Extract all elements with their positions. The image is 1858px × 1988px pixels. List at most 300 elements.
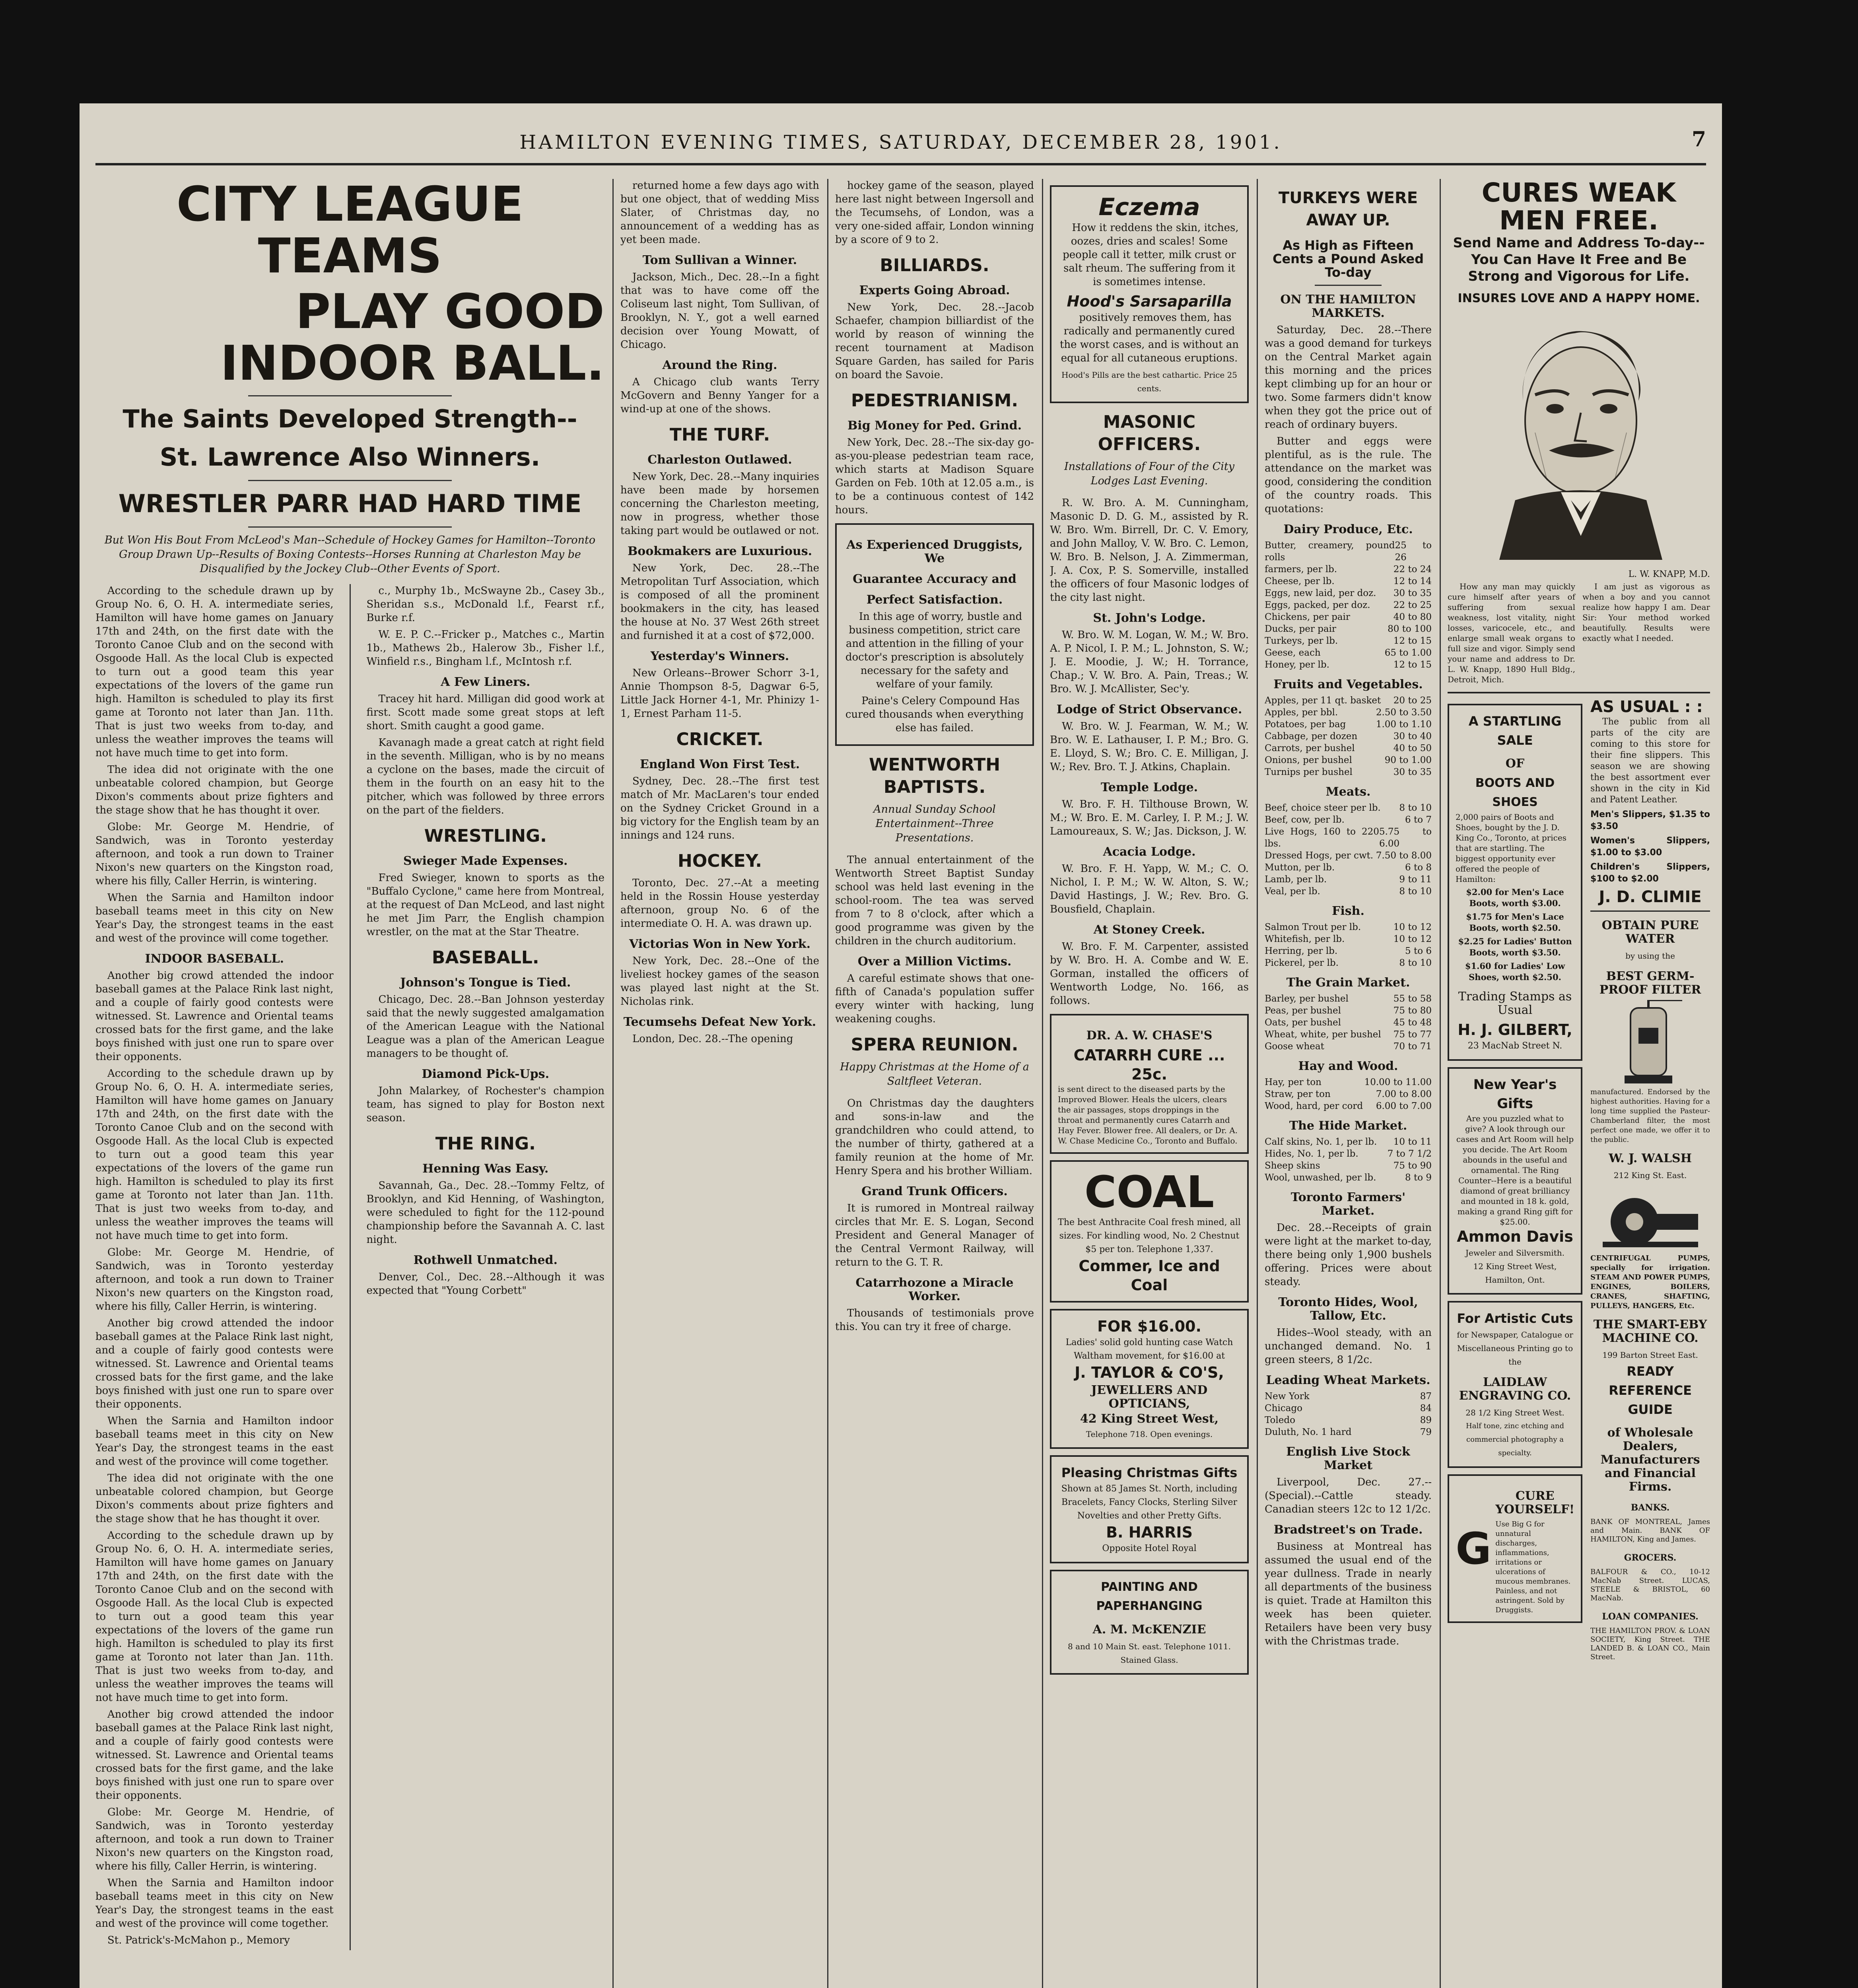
wheat-price-table [1265, 1390, 1432, 1438]
subheading: England Won First Test. [639, 757, 800, 771]
price-row [1265, 730, 1432, 742]
list-item: Men's Slippers, $1.35 to $3.50 [1590, 810, 1710, 831]
subheading: Victorias Won in New York. [629, 937, 811, 951]
ad-line: A STARTLING SALE [1468, 714, 1562, 748]
price-value: 84 [1420, 1403, 1432, 1413]
column-6 [1265, 179, 1432, 1988]
paragraph: In this age of worry, bustle and business competition, strict care and attention in the filling of your doctor's prescription is absolutely necessary for the safety and welfare of your family. [845, 611, 1024, 690]
price-row [1265, 850, 1432, 862]
price-item: Beef, choice steer per lb. [1265, 803, 1381, 813]
price-value: 40 to 80 [1393, 612, 1432, 622]
price-item: Oats, per bushel [1265, 1017, 1341, 1028]
paragraph: According to the schedule drawn up by Group No. 6, O. H. A. intermediate series, Hamilton will have home games on January 17th and 24th, on the first date with the Toronto Canoe Club and on the second with Osgoode Hall. As the local Club is expected to turn out a good team this year expectations of the lovers of the game run high. Hamilton is scheduled to play its first game at Toronto not later than Jan. 11th. That is just two weeks from to-day, and unless the weather improves the teams will not have much time to get into form. [95, 585, 334, 759]
paragraph: returned home a few days ago with but one object, that of wedding Miss Slater, of Christmas day, no announcement of a wedding has as yet been made. [620, 180, 819, 246]
subheading: Temple Lodge. [1100, 780, 1198, 794]
price-value: 12 to 14 [1393, 576, 1432, 586]
divider [1315, 285, 1382, 286]
divider [1590, 911, 1710, 912]
list-item: $1.75 for Men's Lace Boots, worth $2.50. [1466, 912, 1564, 933]
hide-price-table [1265, 1136, 1432, 1184]
paragraph: According to the schedule drawn up by Group No. 6, O. H. A. intermediate series, Hamilton will have home games on January 17th and 24th, on the first date with the Toronto Canoe Club and on the second with Osgoode Hall. As the local Club is expected to turn out a good team this year expectations of the lovers of the game run high. Hamilton is scheduled to play its first game at Toronto not later than Jan. 11th. That is just two weeks from to-day, and unless the weather improves the teams will not have much time to get into form. [95, 1068, 334, 1242]
subheading: Diamond Pick-Ups. [422, 1067, 550, 1081]
price-item: Live Hogs, 160 to 220 lbs. [1265, 827, 1379, 849]
knapp-insures: INSURES LOVE AND A HAPPY HOME. [1458, 291, 1700, 305]
price-row [1265, 766, 1432, 778]
ad-line: BEST GERM-PROOF FILTER [1599, 969, 1701, 997]
subheading: Johnson's Tongue is Tied. [400, 976, 571, 990]
section-heading: HOCKEY. [678, 851, 762, 871]
price-item: Apples, per 11 qt. basket [1265, 695, 1381, 706]
section-heading: THE RING. [435, 1134, 536, 1154]
ad-line: Pleasing Christmas Gifts [1061, 1465, 1238, 1480]
paragraph: Hides--Wool steady, with an unchanged demand. No. 1 green steers, 8 1/2c. [1265, 1327, 1432, 1366]
price-row [1265, 1100, 1432, 1112]
list-item: $1.60 for Ladies' Low Shoes, worth $2.50. [1465, 961, 1565, 982]
subheading: Around the Ring. [662, 358, 777, 372]
price-value: 9 to 11 [1399, 874, 1432, 885]
price-row [1265, 695, 1432, 707]
price-value: 30 to 35 [1393, 767, 1432, 777]
ad-line: 12 King Street West, Hamilton, Ont. [1473, 1262, 1557, 1285]
price-row [1265, 659, 1432, 671]
paragraph: When the Sarnia and Hamilton indoor baseball teams meet in this city on New Year's Day, the strongest teams in the east and west of the province will come together. [95, 1415, 334, 1468]
price-value: 5.75 to 6.00 [1379, 827, 1432, 849]
ad-line: Perfect Satisfaction. [866, 593, 1003, 607]
subheading: Experts Going Abroad. [859, 283, 1010, 297]
subheading: Lodge of Strict Observance. [1056, 703, 1242, 716]
ad-line: DR. A. W. CHASE'S [1086, 1029, 1213, 1043]
price-value: 12 to 15 [1393, 660, 1432, 670]
price-item: Eggs, packed, per doz. [1265, 600, 1370, 610]
table-heading: Leading Wheat Markets. [1266, 1373, 1430, 1387]
subheading: Rothwell Unmatched. [413, 1253, 558, 1267]
grain-price-table [1265, 993, 1432, 1052]
price-row [1265, 921, 1432, 933]
lead-subhead-1: The Saints Developed Strength-- [122, 404, 577, 433]
price-value: 55 to 58 [1393, 994, 1432, 1004]
ad-line: J. D. CLIMIE [1599, 888, 1702, 906]
ad-line: W. J. WALSH [1609, 1151, 1692, 1165]
ad-line: New Year's Gifts [1473, 1077, 1557, 1112]
ad-line: For Artistic Cuts [1457, 1311, 1573, 1326]
ready-reference-title: READY REFERENCE GUIDE [1609, 1364, 1692, 1417]
paragraph: Paine's Celery Compound Has cured thousands when everything else has failed. [845, 695, 1024, 734]
subheading: Over a Million Victims. [857, 955, 1012, 969]
price-value: 2.50 to 3.50 [1376, 707, 1432, 718]
column-5 [1050, 179, 1249, 1988]
paragraph: Tracey hit hard. Milligan did good work at first. Scott made some great stops at left short. Smith caught a good game. [366, 693, 604, 732]
ad-body: The best Anthracite Coal fresh mined, all sizes. For kindling wood, No. 2 Chestnut $5 per ton. Telephone 1,337. [1058, 1217, 1241, 1254]
price-row [1265, 1088, 1432, 1100]
table-heading: The Hide Market. [1289, 1119, 1407, 1133]
meat-price-table [1265, 802, 1432, 897]
price-item: Straw, per ton [1265, 1089, 1331, 1099]
list-item: Children's Slippers, $100 to $2.00 [1590, 862, 1710, 884]
price-row [1265, 1160, 1432, 1172]
paragraph: Thousands of testimonials prove this. You can try it free of charge. [835, 1307, 1034, 1333]
price-row [1265, 1029, 1432, 1041]
ad-line: GROCERS. [1624, 1553, 1677, 1563]
harris-ad [1050, 1455, 1249, 1563]
price-value: 10.00 to 11.00 [1364, 1077, 1432, 1087]
price-row [1265, 563, 1432, 575]
price-item: Wood, hard, per cord [1265, 1101, 1363, 1111]
ad-body: Use Big G for unnatural discharges, inflammations, irritations or ulcerations of mucous membranes. Painless, and not astringent. Sold by Druggists. [1495, 1520, 1571, 1614]
price-item: Geese, each [1265, 648, 1321, 658]
paragraph: Liverpool, Dec. 27.--(Special).--Cattle steady. Canadian steers 12c to 12 1/2c. [1265, 1476, 1432, 1515]
price-value: 75 to 77 [1393, 1029, 1432, 1040]
subheading: English Live Stock Market [1286, 1445, 1410, 1472]
subheading: Swieger Made Expenses. [403, 854, 568, 868]
ad-line: Ammon Davis [1457, 1228, 1573, 1245]
price-value: 10 to 12 [1393, 934, 1432, 944]
column-rule [1257, 179, 1258, 1988]
lead-deck: But Won His Bout From McLeod's Man--Schedule of Hockey Games for Hamilton--Toronto Group Drawn Up--Results of Boxing Contests--Horses Running at Charleston May be Disqualified by the Jockey Club--Other Events of Sport. [104, 534, 596, 575]
price-row [1265, 647, 1432, 659]
price-row [1265, 1136, 1432, 1148]
paragraph: W. Bro. F. H. Yapp, W. M.; C. O. Nichol, I. P. M.; W. W. Alton, S. W.; David Hastings, J. W.; Rev. Bro. G. Bousfield, Chaplain. [1050, 863, 1249, 915]
sale-item-list [1456, 887, 1574, 983]
price-value: 8 to 9 [1405, 1173, 1432, 1183]
price-row [1265, 1426, 1432, 1438]
section-heading: WENTWORTH BAPTISTS. [869, 755, 1001, 797]
ad-line: 8 and 10 Main St. east. Telephone 1011. Stained Glass. [1067, 1642, 1231, 1665]
price-value: 7.50 to 8.00 [1376, 850, 1432, 861]
price-row [1265, 1402, 1432, 1414]
paragraph: Savannah, Ga., Dec. 28.--Tommy Feltz, of Brooklyn, and Kid Henning, of Washington, were scheduled to fight for the 112-pound championship before the Savannah A. C. last night. [366, 1180, 604, 1246]
section-heading: BASEBALL. [431, 947, 539, 968]
price-row [1265, 814, 1432, 826]
price-item: Pickerel, per lb. [1265, 958, 1339, 968]
paragraph: Globe: Mr. George M. Hendrie, of Sandwich, was in Toronto yesterday afternoon, and took a run down to Trainer Nixon's new quarters on the Kingston road, where his filly, Caller Herrin, is wintering. [95, 1806, 334, 1872]
hoods-title: Hood's Sarsaparilla [1067, 293, 1232, 310]
ad-line: 23 MacNab Street N. [1467, 1041, 1563, 1051]
price-item: Sheep skins [1265, 1161, 1320, 1171]
subheading: Grand Trunk Officers. [861, 1184, 1008, 1198]
ad-body: BALFOUR & CO., 10-12 MacNab Street. LUCAS, STEELE & BRISTOL, 60 MacNab. [1590, 1568, 1710, 1602]
paragraph: The public from all parts of the city are coming to this store for their fine slippers. This season we are showing the best assortment ever shown in the city in Kid and Patent Leather. [1590, 717, 1710, 805]
ad-body: is sent direct to the diseased parts by the Improved Blower. Heals the ulcers, clears the air passages, stops droppings in the throat and permanently cures Catarrh and Hay Fever. Blower free. All dealers, or Dr. A. W. Chase Medicine Co., Toronto and Buffalo. [1058, 1084, 1238, 1145]
section-heading: CRICKET. [676, 729, 764, 749]
paragraph: On Christmas day the daughters and sons-in-law and the grandchildren who could attend, to the number of thirty, gathered at a family reunion at the home of Mr. Henry Spera and his brother William. [835, 1097, 1034, 1177]
subheading: Bookmakers are Luxurious. [627, 544, 812, 558]
coal-firm: Commer, Ice and Coal [1079, 1257, 1220, 1294]
price-value: 25 to 26 [1395, 540, 1432, 563]
table-heading: Dairy Produce, Etc. [1283, 522, 1413, 536]
markets-subhead-2: ON THE HAMILTON MARKETS. [1280, 293, 1416, 320]
price-item: Potatoes, per bag [1265, 719, 1346, 730]
ad-line: J. TAYLOR & CO'S, [1075, 1364, 1224, 1381]
price-row [1265, 611, 1432, 623]
table-heading: Fish. [1332, 904, 1364, 918]
ad-body: Shown at 85 James St. North, including Bracelets, Fancy Clocks, Sterling Silver Novelties and other Pretty Gifts. [1061, 1484, 1238, 1521]
paragraph: How it reddens the skin, itches, oozes, dries and scales! Some people call it tetter, milk crust or salt rheum. The suffering from it is sometimes intense. [1063, 222, 1239, 288]
price-item: Chickens, per pair [1265, 612, 1350, 622]
subheading: Tom Sullivan a Winner. [642, 253, 797, 267]
section-heading: MASONIC OFFICERS. [1098, 412, 1201, 454]
price-value: 22 to 24 [1393, 564, 1432, 575]
water-filter-illustration [1591, 1000, 1710, 1087]
paragraph: Globe: Mr. George M. Hendrie, of Sandwich, was in Toronto yesterday afternoon, and took a run down to Trainer Nixon's new quarters on the Kingston road, where his filly, Caller Herrin, is wintering. [95, 1246, 334, 1312]
paragraph: New York, Dec. 28.--The six-day go-as-you-please pedestrian team race, which starts at Madison Square Garden on Feb. 10th at 12.05 a.m., is to be a continuous contest of 142 hours. [835, 437, 1034, 516]
ad-line: CATARRH CURE ... 25c. [1073, 1046, 1225, 1083]
price-row [1265, 1076, 1432, 1088]
price-value: 8 to 10 [1399, 886, 1432, 897]
ad-line: JEWELLERS AND OPTICIANS, [1091, 1383, 1208, 1411]
ad-line: OBTAIN PURE WATER [1601, 918, 1699, 946]
newspaper-page [80, 103, 1722, 1988]
price-item: Goose wheat [1265, 1041, 1324, 1052]
price-value: 10 to 12 [1393, 922, 1432, 932]
dairy-price-table [1265, 540, 1432, 671]
boot-sale-ad [1448, 704, 1582, 1061]
subheading: Big Money for Ped. Grind. [847, 419, 1022, 433]
column-rule [612, 179, 614, 1988]
price-value: 6 to 7 [1405, 815, 1432, 825]
paragraph: New York, Dec. 28.--Jacob Schaefer, champion billiardist of the world by reason of winning the recent tournament at Madison Square Garden, has sailed for Paris on board the Savoie. [835, 301, 1034, 381]
price-value: 87 [1420, 1391, 1432, 1402]
paragraph: When the Sarnia and Hamilton indoor baseball teams meet in this city on New Year's Day, the strongest teams in the east and west of the province will come together. [95, 892, 334, 944]
price-item: New York [1265, 1391, 1310, 1402]
divider [248, 526, 452, 528]
ad-line: A. M. McKENZIE [1092, 1623, 1206, 1637]
divider [1448, 692, 1710, 693]
price-item: Whitefish, per lb. [1265, 934, 1345, 944]
subheading: Henning Was Easy. [422, 1162, 549, 1176]
price-item: Wheat, white, per bushel [1265, 1029, 1381, 1040]
price-row [1265, 587, 1432, 599]
price-item: Duluth, No. 1 hard [1265, 1427, 1352, 1437]
ad-line: 212 King St. East. [1613, 1171, 1687, 1180]
paragraph: Chicago, Dec. 28.--Ban Johnson yesterday said that the newly suggested amalgamation of the American League with the National League was a plan of the American League managers to be thought of. [366, 994, 604, 1060]
masthead: HAMILTON EVENING TIMES, SATURDAY, DECEMBER 28, 1901. [519, 131, 1282, 153]
price-row [1265, 862, 1432, 874]
price-item: Apples, per bbl. [1265, 707, 1338, 718]
price-value: 75 to 90 [1393, 1161, 1432, 1171]
price-value: 75 to 80 [1393, 1006, 1432, 1016]
davis-ad [1448, 1067, 1582, 1295]
ad-line: BANKS. [1631, 1503, 1670, 1513]
hoods-ad [1050, 185, 1249, 403]
paragraph: W. E. P. C.--Fricker p., Matches c., Martin 1b., Mathews 2b., Halerow 3b., Fisher l.f., Winfield r.s., Bingham l.f., McIntosh r.f. [366, 629, 604, 668]
ad-line: PAINTING AND PAPERHANGING [1096, 1580, 1203, 1613]
paragraph: London, Dec. 28.--The opening [632, 1033, 793, 1045]
price-item: Beef, cow, per lb. [1265, 815, 1345, 825]
subheading: Bradstreet's on Trade. [1273, 1523, 1423, 1537]
paragraph: Dec. 28.--Receipts of grain were light at the market to-day, there being only 1,900 bushels offering. Prices were about steady. [1265, 1222, 1432, 1288]
column-4 [835, 179, 1034, 1988]
ad-line: OF [1505, 757, 1525, 771]
paragraph: Another big crowd attended the indoor baseball games at the Palace Rink last night, and a couple of fairly good contests were witnessed. St. Lawrence and Oriental teams crossed bats for the first game, and the lake boys finished with just one run to spare over their opponents. [95, 1317, 334, 1410]
paragraph: How any man may quickly cure himself after years of suffering from sexual weakness, lost vitality, night losses, varicocele, etc., and enlarge small weak organs to full size and vigor. Simply send your name and address to Dr. L. W. Knapp, 1890 Hull Bldg., Detroit, Mich. [1448, 582, 1575, 684]
ad-body: Are you puzzled what to give? A look through our cases and Art Room will help you decide. The Art Room abounds in the useful and ornamental. The Ring Counter--Here is a beautiful diamond of great brilliancy and mounted in 18 k. gold, making a grand Ring gift for $25.00. [1456, 1114, 1574, 1227]
divider [248, 395, 452, 396]
price-row [1265, 575, 1432, 587]
paragraph: Another big crowd attended the indoor baseball games at the Palace Rink last night, and a couple of fairly good contests were witnessed. St. Lawrence and Oriental teams crossed bats for the first game, and the lake boys finished with just one run to spare over their opponents. [95, 1708, 334, 1802]
ad-line: LAIDLAW ENGRAVING CO. [1459, 1375, 1571, 1403]
big-g-ad [1448, 1474, 1582, 1623]
price-row [1265, 1390, 1432, 1402]
subheading: At Stoney Creek. [1093, 923, 1205, 937]
price-item: Butter, creamery, pound rolls [1265, 540, 1395, 563]
price-row [1265, 1414, 1432, 1426]
paragraph: W. Bro. W. M. Logan, W. M.; W. Bro. A. P. Nicol, I. P. M.; L. Johnston, S. W.; J. E. Moodie, J. W.; H. Torrance, Chap.; V. W. Bro. A. Pain, Treas.; W. Bro. W. J. McAllister, Sec'y. [1050, 629, 1249, 695]
knapp-subhead: Send Name and Address To-day--You Can Have It Free and Be Strong and Vigorous for Life. [1453, 235, 1705, 284]
section-heading: WRESTLING. [424, 826, 547, 846]
list-item: $2.00 for Men's Lace Boots, worth $3.00. [1466, 887, 1564, 908]
paragraph: positively removes them, has radically and permanently cured the worst cases, and is without an equal for all cutaneous eruptions. [1059, 312, 1239, 364]
price-value: 6 to 8 [1405, 862, 1432, 873]
price-item: Mutton, per lb. [1265, 862, 1335, 873]
paragraph: According to the schedule drawn up by Group No. 6, O. H. A. intermediate series, Hamilton will have home games on January 17th and 24th, on the first date with the Toronto Canoe Club and on the second with Osgoode Hall. As the local Club is expected to turn out a good team this year expectations of the lovers of the game run high. Hamilton is scheduled to play its first game at Toronto not later than Jan. 11th. That is just two weeks from to-day, and unless the weather improves the teams will not have much time to get into form. [95, 1530, 334, 1704]
ad-line: Telephone 718. Open evenings. [1086, 1429, 1213, 1439]
column-rule [1042, 179, 1043, 1988]
price-item: Eggs, new laid, per doz. [1265, 588, 1376, 598]
table-heading: Meats. [1325, 785, 1371, 799]
paragraph: hockey game of the season, played here last night between Ingersoll and the Tecumsehs, of London, was a very one-sided affair, London winning by a score of 9 to 2. [835, 180, 1034, 246]
price-value: 12 to 15 [1393, 636, 1432, 646]
price-row [1265, 1017, 1432, 1029]
ad-line: B. HARRIS [1106, 1524, 1193, 1541]
chase-ad [1050, 1014, 1249, 1154]
paragraph: Sydney, Dec. 28.--The first test match of Mr. MacLaren's tour ended on the Sydney Cricket Ground in a big victory for the English team by an innings and 124 runs. [620, 775, 819, 841]
price-row [1265, 718, 1432, 730]
price-item: Wool, unwashed, per lb. [1265, 1173, 1376, 1183]
section-heading: THE TURF. [669, 425, 770, 445]
paragraph: Business at Montreal has assumed the usual end of the year dullness. Trade in nearly all departments of the business is quiet. Trade at Hamilton this week has been quieter. Retailers have been very busy with the Christmas trade. [1265, 1541, 1432, 1647]
deck: Annual Sunday School Entertainment--Three Presentations. [873, 803, 996, 844]
price-row [1265, 1041, 1432, 1052]
hay-price-table [1265, 1076, 1432, 1112]
lead-headline-2: PLAY GOOD INDOOR BALL. [220, 284, 604, 391]
price-row [1265, 623, 1432, 635]
price-row [1265, 635, 1432, 647]
price-item: Cheese, per lb. [1265, 576, 1335, 586]
subheading: Charleston Outlawed. [647, 453, 792, 467]
paragraph: New York, Dec. 28.--Many inquiries have been made by horsemen concerning the Charleston meeting, now in progress, whether those taking part would be outlawed or not. [620, 471, 819, 537]
subheading: Tecumsehs Defeat New York. [623, 1015, 816, 1029]
price-item: Turnips per bushel [1265, 767, 1353, 777]
price-item: Peas, per bushel [1265, 1006, 1341, 1016]
paragraph: The annual entertainment of the Wentworth Street Baptist Sunday school was held last evening in the school-room. The tea was served from 7 to 8 o'clock, after which a good programme was given by the children in the church auditorium. [835, 854, 1034, 947]
paragraph: Butter and eggs were plentiful, as is the rule. The attendance on the market was good, considering the condition of the country roads. This quotations: [1265, 435, 1432, 515]
knapp-headline: CURES WEAK MEN FREE. [1481, 179, 1676, 236]
price-item: Chicago [1265, 1403, 1302, 1413]
price-row [1265, 1172, 1432, 1184]
price-value: 79 [1420, 1427, 1432, 1437]
column-rule [350, 584, 351, 1950]
ad-line: 28 1/2 King Street West. [1465, 1408, 1565, 1417]
fruit-price-table [1265, 695, 1432, 778]
ad-line: As Experienced Druggists, We [846, 538, 1023, 565]
lead-story-columns [95, 179, 604, 1988]
paragraph: New York, Dec. 28.--The Metropolitan Turf Association, which is composed of all the prominent bookmakers in the city, has leased the house at No. 37 West 26th street and furnished it at a cost of $72,000. [620, 562, 819, 642]
paragraph: John Malarkey, of Rochester's champion team, has signed to play for Boston next season. [366, 1085, 604, 1124]
portrait-caption: L. W. KNAPP, M.D. [1628, 569, 1710, 579]
price-row [1265, 754, 1432, 766]
price-row [1265, 874, 1432, 885]
price-item: Herring, per lb. [1265, 946, 1338, 956]
price-item: Veal, per lb. [1265, 886, 1320, 897]
section-heading: SPERA REUNION. [851, 1035, 1018, 1055]
deck: Installations of Four of the City Lodges Last Evening. [1064, 460, 1235, 487]
coal-title: COAL [1084, 1167, 1215, 1217]
deck: Happy Christmas at the Home of a Saltfleet Veteran. [840, 1061, 1029, 1087]
ad-body: 2,000 pairs of Boots and Shoes, bought by the J. D. King Co., Toronto, at prices that are startling. The biggest opportunity ever offered the people of Hamilton: [1456, 812, 1566, 884]
ad-body: for Newspaper, Catalogue or Miscellaneous Printing go to the [1457, 1330, 1573, 1367]
paragraph: c., Murphy 1b., McSwayne 2b., Casey 3b., Sheridan s.s., McDonald l.f., Fearst r.f., Burke r.f. [366, 585, 604, 624]
price-value: 65 to 1.00 [1384, 648, 1432, 658]
price-value: 70 to 71 [1393, 1041, 1432, 1052]
list-item: $2.25 for Ladies' Button Boots, worth $3.50. [1458, 936, 1572, 957]
paragraph: W. Bro. W. J. Fearman, W. M.; W. Bro. W. E. Lathauser, I. P. M.; Bro. G. E. Lloyd, S. W.; Bro. C. E. Milligan, J. W.; Rev. Bro. T. J. Atkins, Chaplain. [1050, 720, 1249, 773]
subheading: Catarrhozone a Miracle Worker. [855, 1276, 1014, 1303]
price-item: Lamb, per lb. [1265, 874, 1327, 885]
ad-body: Ladies' solid gold hunting case Watch Waltham movement, for $16.00 at [1065, 1338, 1233, 1361]
column-3 [620, 179, 819, 1988]
paragraph: A careful estimate shows that one-fifth of Canada's population suffer every winter with hacking, lung weakening coughs. [835, 973, 1034, 1025]
subheading: Yesterday's Winners. [650, 649, 789, 663]
price-row [1265, 540, 1432, 563]
price-value: 10 to 11 [1393, 1137, 1432, 1147]
subheading: Acacia Lodge. [1103, 845, 1196, 859]
price-value: 30 to 35 [1393, 588, 1432, 598]
paragraph: W. Bro. F. M. Carpenter, assisted by W. Bro. H. A. Combe and W. E. Gorman, installed the officers of Wentworth Lodge, No. 166, as follows. [1050, 941, 1249, 1007]
paragraph: Jackson, Mich., Dec. 28.--In a fight that was to have come off the Coliseum last night, Tom Sullivan, of Brooklyn, N. Y., got a well earned decision over Young Mowatt, of Chicago. [620, 271, 819, 351]
ad-line: by using the [1625, 951, 1675, 961]
ad-line: THE SMART-EBY MACHINE CO. [1593, 1318, 1707, 1345]
paragraph: Denver, Col., Dec. 28.--Although it was expected that "Young Corbett" [366, 1271, 604, 1297]
price-value: 22 to 25 [1393, 600, 1432, 610]
price-row [1265, 1148, 1432, 1160]
price-value: 20 to 25 [1393, 695, 1432, 706]
paragraph: New Orleans--Brower Schorr 3-1, Annie Thompson 8-5, Dagwar 6-5, Little Jack Horner 4-1, Mr. Phinizy 1-1, Ernest Parham 11-5. [620, 667, 819, 720]
page-number: 7 [1691, 127, 1706, 151]
section-heading: A Few Liners. [441, 675, 531, 689]
paragraph: R. W. Bro. A. M. Cunningham, Masonic D. D. G. M., assisted by R. W. Bro. Wm. Birrell, Dr. C. V. Emory, and John Malloy, V. W. Bro. C. Lemon, W. Bro. B. Nelson, J. A. Zimmerman, J. A. Cox, P. S. Somerville, installed the officers of four Masonic lodges of the city last night. [1050, 497, 1249, 604]
ad-line: 42 King Street West, [1080, 1412, 1219, 1426]
price-value: 90 to 1.00 [1384, 755, 1432, 765]
ad-line: LOAN COMPANIES. [1602, 1611, 1699, 1622]
price-item: Cabbage, per dozen [1265, 731, 1358, 742]
price-row [1265, 802, 1432, 814]
price-item: farmers, per lb. [1265, 564, 1337, 575]
price-value: 8 to 10 [1399, 958, 1432, 968]
paragraph: It is rumored in Montreal railway circles that Mr. E. S. Logan, Second President and General Manager of the Central Vermont Railway, will return to the G. T. R. [835, 1202, 1034, 1268]
price-item: Barley, per bushel [1265, 994, 1349, 1004]
subheading: Toronto Hides, Wool, Tallow, Etc. [1278, 1295, 1418, 1323]
table-heading: The Grain Market. [1286, 976, 1410, 990]
ads-left-column [1448, 697, 1582, 1662]
big-g-logo: G [1456, 1523, 1492, 1574]
price-value: 5 to 6 [1405, 946, 1432, 956]
coal-ad [1050, 1160, 1249, 1303]
paragraph: When the Sarnia and Hamilton indoor baseball teams meet in this city on New Year's Day, the strongest teams in the east and west of the province will come together. [95, 1877, 334, 1930]
price-value: 40 to 50 [1393, 743, 1432, 753]
price-value: 89 [1420, 1415, 1432, 1425]
price-value: 6.00 to 7.00 [1376, 1101, 1432, 1111]
price-row [1265, 599, 1432, 611]
section-heading: INDOOR BASEBALL. [145, 952, 284, 966]
column-2 [367, 584, 605, 1950]
ad-line: CURE YOURSELF! [1495, 1489, 1575, 1516]
column-1 [95, 584, 334, 1950]
paragraph: The idea did not originate with the one unbeatable colored champion, but George Dixon's comments about prize fighters and the stage show that he has thought it over. [95, 764, 334, 816]
price-row [1265, 933, 1432, 945]
price-value: 7 to 7 1/2 [1387, 1149, 1432, 1159]
price-row [1265, 1005, 1432, 1017]
hoods-pills: Hood's Pills are the best cathartic. Price 25 cents. [1061, 370, 1237, 393]
